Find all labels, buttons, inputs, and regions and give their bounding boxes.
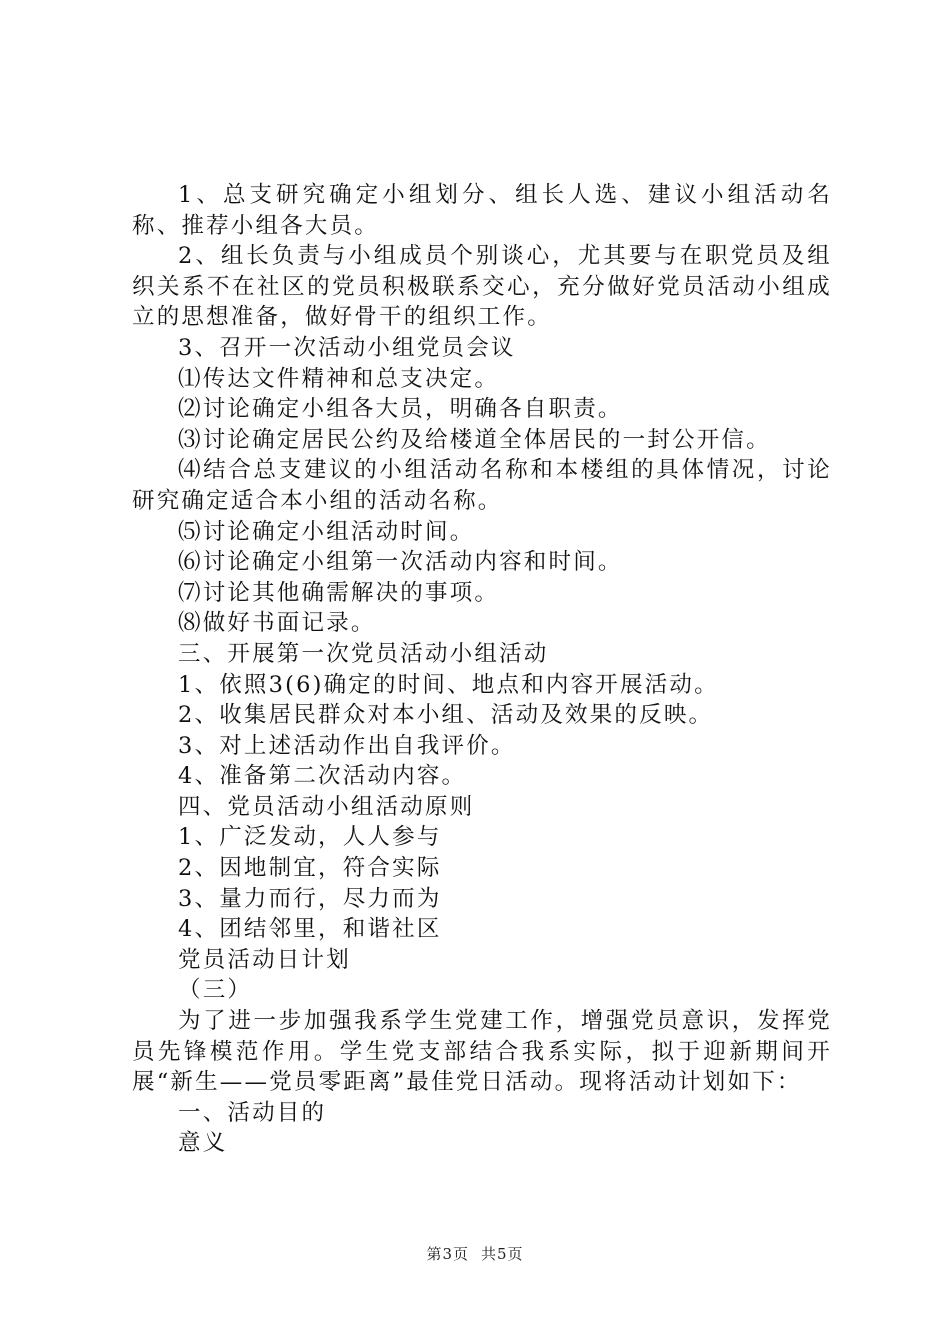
principle-4: 4、团结邻里，和谐社区 xyxy=(178,916,442,943)
section-heading-4: 四、党员活动小组活动原则 xyxy=(178,793,475,820)
page-number: 第3页 xyxy=(426,1245,469,1263)
paragraph-6: ⑶讨论确定居民公约及给楼道全体居民的一封公开信。 xyxy=(178,426,771,453)
plan-title: 党员活动日计划 xyxy=(178,946,351,973)
paragraph-14: 2、收集居民群众对本小组、活动及效果的反映。 xyxy=(178,702,714,729)
page-footer xyxy=(0,1243,950,1264)
paragraph-1: 1、总支研究确定小组划分、组长人选、建议小组活动名称、推荐小组各大员。 xyxy=(132,182,832,239)
paragraph-10: ⑺讨论其他确需解决的事项。 xyxy=(178,579,500,606)
paragraph-15: 3、对上述活动作出自我评价。 xyxy=(178,732,516,759)
paragraph-8: ⑸讨论确定小组活动时间。 xyxy=(178,518,475,545)
paragraph-3: 3、召开一次活动小组党员会议 xyxy=(178,334,516,361)
principle-3: 3、量力而行，尽力而为 xyxy=(178,885,442,912)
section-heading-1: 一、活动目的 xyxy=(178,1099,327,1126)
paragraph-13: 1、依照3(6)确定的时间、地点和内容开展活动。 xyxy=(178,671,719,698)
document-body xyxy=(132,180,832,1159)
paragraph-5: ⑵讨论确定小组各大员，明确各自职责。 xyxy=(178,396,623,423)
paragraph-7: ⑷结合总支建议的小组活动名称和本楼组的具体情况，讨论研究确定适合本小组的活动名称。 xyxy=(132,457,832,514)
plan-number: （三） xyxy=(178,977,253,1004)
intro-paragraph: 为了进一步加强我系学生党建工作，增强党员意识，发挥党员先锋模范作用。学生党支部结合我系实际，拟于迎新期间开展“新生——党员零距离”最佳党日活动。现将活动计划如下： xyxy=(132,1008,832,1096)
section-heading-3: 三、开展第一次党员活动小组活动 xyxy=(178,640,549,667)
paragraph-9: ⑹讨论确定小组第一次活动内容和时间。 xyxy=(178,549,623,576)
paragraph-16: 4、准备第二次活动内容。 xyxy=(178,763,467,790)
paragraph-11: ⑻做好书面记录。 xyxy=(178,610,376,637)
page-total: 共5页 xyxy=(481,1245,524,1263)
paragraph-meaning: 意义 xyxy=(178,1130,228,1157)
principle-2: 2、因地制宜，符合实际 xyxy=(178,855,442,882)
principle-1: 1、广泛发动，人人参与 xyxy=(178,824,442,851)
paragraph-4: ⑴传达文件精神和总支决定。 xyxy=(178,365,500,392)
paragraph-2: 2、组长负责与小组成员个别谈心，尤其要与在职党员及组织关系不在社区的党员积极联系交心，充分做好党员活动小组成立的思想准备，做好骨干的组织工作。 xyxy=(132,243,832,331)
